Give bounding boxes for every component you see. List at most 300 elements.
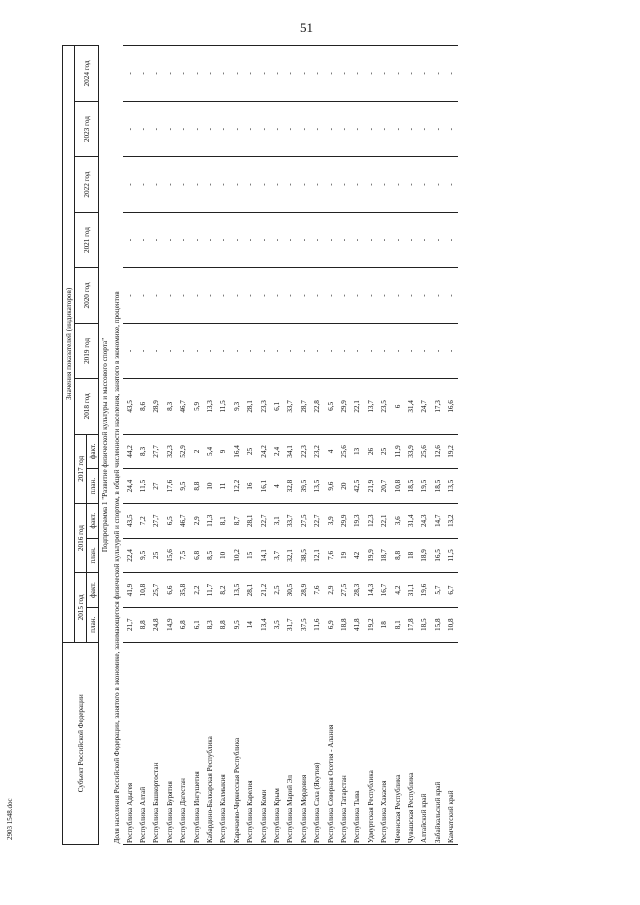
value-cell: 10,2 [230,538,243,573]
value-cell: 6,5 [163,503,176,538]
value-cell: - [444,157,457,212]
value-cell: - [284,323,297,378]
value-cell: 14,7 [431,503,444,538]
value-cell: - [418,46,431,102]
value-cell: 21,2 [257,573,270,608]
value-cell: - [391,157,404,212]
header-year-2022: 2022 год [75,157,99,212]
value-cell: 7,6 [324,538,337,573]
value-cell: - [244,212,257,267]
subprogram-row [99,46,112,845]
table-row [177,46,190,845]
value-cell: 11,5 [217,379,230,434]
value-cell: 3,9 [324,503,337,538]
value-cell: 15,8 [431,607,444,642]
value-cell: 13 [351,434,364,469]
table-row [324,46,337,845]
value-cell: 9,3 [230,379,243,434]
value-cell: 8,1 [391,607,404,642]
value-cell: 28,3 [351,573,364,608]
table-row [444,46,457,845]
value-cell: - [150,212,163,267]
value-cell: - [337,212,350,267]
header-fact: факт. [87,573,99,608]
value-cell: 25 [377,434,390,469]
value-cell: - [257,212,270,267]
value-cell: - [163,268,176,323]
value-cell: 23,2 [310,434,323,469]
value-cell: - [324,101,337,156]
value-cell: 14,1 [257,538,270,573]
value-cell: - [230,323,243,378]
value-cell: - [310,212,323,267]
subject-name-cell: Республика Дагестан [177,642,190,844]
value-cell: 12,6 [431,434,444,469]
value-cell: 3,5 [270,607,283,642]
value-cell: - [177,323,190,378]
value-cell: 21,7 [123,607,136,642]
value-cell: - [297,212,310,267]
value-cell: - [270,323,283,378]
value-cell: - [244,268,257,323]
header-subject: Субъект Российской Федерации [63,642,99,844]
value-cell: 31,7 [284,607,297,642]
value-cell: - [364,46,377,102]
value-cell: - [123,101,136,156]
value-cell: - [391,101,404,156]
value-cell: - [257,46,270,102]
value-cell: - [391,323,404,378]
value-cell: 37,5 [297,607,310,642]
value-cell: 9,5 [177,469,190,504]
indicator-row [111,46,123,845]
value-cell: 7,5 [177,538,190,573]
value-cell: 16 [244,469,257,504]
value-cell: - [190,46,203,102]
value-cell: - [351,268,364,323]
value-cell: - [324,323,337,378]
value-cell: - [217,268,230,323]
value-cell: - [284,157,297,212]
value-cell: 10 [217,538,230,573]
header-plan: план. [87,538,99,573]
value-cell: - [203,101,216,156]
value-cell: - [297,101,310,156]
header-year-2018: 2018 год [75,379,99,434]
value-cell: - [150,323,163,378]
value-cell: - [418,268,431,323]
value-cell: - [377,212,390,267]
value-cell: 23,5 [377,379,390,434]
value-cell: 39,5 [297,469,310,504]
value-cell: - [391,212,404,267]
value-cell: 31,4 [404,503,417,538]
value-cell: - [364,101,377,156]
value-cell: - [310,157,323,212]
value-cell: 11 [217,469,230,504]
value-cell: 33,9 [404,434,417,469]
header-year-2016: 2016 год [75,503,87,572]
header-fact: факт. [87,434,99,469]
value-cell: 12,3 [364,503,377,538]
value-cell: - [150,101,163,156]
value-cell: 11,9 [391,434,404,469]
value-cell: 27,5 [297,503,310,538]
value-cell: - [230,101,243,156]
header-year-2020: 2020 год [75,268,99,323]
value-cell: - [351,323,364,378]
value-cell: - [404,101,417,156]
value-cell: 32,1 [284,538,297,573]
value-cell: - [418,212,431,267]
value-cell: - [244,46,257,102]
value-cell: - [136,46,149,102]
value-cell: - [203,157,216,212]
value-cell: 6,1 [190,607,203,642]
value-cell: 2,9 [190,503,203,538]
value-cell: - [136,101,149,156]
table-row [351,46,364,845]
value-cell: 43,5 [123,379,136,434]
value-cell: - [203,323,216,378]
value-cell: 28,9 [297,573,310,608]
value-cell: 18,7 [377,538,390,573]
value-cell: - [190,268,203,323]
value-cell: 6,8 [190,538,203,573]
value-cell: 22,7 [257,503,270,538]
value-cell: 6,5 [324,379,337,434]
value-cell: - [337,268,350,323]
value-cell: - [418,101,431,156]
value-cell: 18 [377,607,390,642]
value-cell: - [163,46,176,102]
value-cell: 16,5 [431,538,444,573]
value-cell: 13,5 [310,469,323,504]
value-cell: 2,2 [190,573,203,608]
value-cell: 7,2 [136,503,149,538]
value-cell: - [310,323,323,378]
subject-name-cell: Чувашская Республика [404,642,417,844]
value-cell: 15,6 [163,538,176,573]
value-cell: - [284,212,297,267]
value-cell: - [190,101,203,156]
value-cell: 44,2 [123,434,136,469]
value-cell: 10,8 [444,607,457,642]
value-cell: - [177,46,190,102]
value-cell: 12,1 [310,538,323,573]
value-cell: - [444,323,457,378]
value-cell: 8,8 [391,538,404,573]
value-cell: - [364,268,377,323]
table-row [364,46,377,845]
value-cell: - [203,212,216,267]
value-cell: - [270,157,283,212]
subject-name-cell: Республика Татарстан [337,642,350,844]
value-cell: 4,2 [391,573,404,608]
value-cell: 38,5 [297,538,310,573]
value-cell: 3,1 [270,503,283,538]
value-cell: - [444,46,457,102]
value-cell: 31,1 [404,573,417,608]
table-row [418,46,431,845]
value-cell: 19,2 [444,434,457,469]
value-cell: 19,9 [364,538,377,573]
value-cell: - [324,157,337,212]
value-cell: 18,5 [404,469,417,504]
value-cell: - [163,323,176,378]
value-cell: 4 [270,469,283,504]
value-cell: - [217,323,230,378]
value-cell: 24,2 [257,434,270,469]
header-year-2023: 2023 год [75,101,99,156]
value-cell: 41,8 [351,607,364,642]
value-cell: - [391,268,404,323]
subprogram-caption: Подпрограмма 1 "Развитие физической культуры и массового спорта" [101,337,109,553]
value-cell: - [203,268,216,323]
value-cell: 17,8 [404,607,417,642]
value-cell: 11,6 [310,607,323,642]
value-cell: 42,5 [351,469,364,504]
subject-name-cell: Республика Хакасия [377,642,390,844]
value-cell: - [418,157,431,212]
value-cell: 2,5 [270,573,283,608]
subject-name-cell: Забайкальский край [431,642,444,844]
value-cell: - [270,268,283,323]
table-row [217,46,230,845]
value-cell: - [217,46,230,102]
value-cell: 24,8 [150,607,163,642]
value-cell: 28,7 [297,379,310,434]
value-cell: 30,5 [284,573,297,608]
value-cell: 5,7 [431,573,444,608]
header-year-2024: 2024 год [75,46,99,102]
value-cell: - [404,212,417,267]
value-cell: - [244,157,257,212]
value-cell: 25,6 [418,434,431,469]
header-year-2015: 2015 год [75,573,87,642]
value-cell: 8,6 [136,379,149,434]
value-cell: 34,1 [284,434,297,469]
value-cell: - [203,46,216,102]
value-cell: - [136,268,149,323]
subject-name-cell: Алтайский край [418,642,431,844]
value-cell: 28,1 [244,503,257,538]
table-row [297,46,310,845]
value-cell: - [364,212,377,267]
value-cell: - [136,157,149,212]
value-cell: 25 [244,434,257,469]
value-cell: 13,4 [257,607,270,642]
value-cell: 19,3 [351,503,364,538]
value-cell: 8,8 [190,469,203,504]
value-cell: - [377,157,390,212]
value-cell: - [150,157,163,212]
value-cell: - [163,212,176,267]
value-cell: - [123,157,136,212]
value-cell: 2 [190,434,203,469]
value-cell: - [310,46,323,102]
value-cell: 24,7 [418,379,431,434]
subject-name-cell: Удмуртская Республика [364,642,377,844]
indicators-table [62,45,458,845]
value-cell: 11,5 [136,469,149,504]
value-cell: 11,7 [203,573,216,608]
table-row [123,46,136,845]
value-cell: - [123,323,136,378]
value-cell: 5,9 [190,379,203,434]
value-cell: 20,7 [377,469,390,504]
value-cell: - [177,268,190,323]
subject-name-cell: Камчатский край [444,642,457,844]
subject-name-cell: Республика Алтай [136,642,149,844]
value-cell: 8,5 [203,538,216,573]
value-cell: - [324,212,337,267]
value-cell: 5,4 [203,434,216,469]
table-row [337,46,350,845]
value-cell: - [190,212,203,267]
value-cell: 8,2 [217,573,230,608]
value-cell: 28,1 [244,379,257,434]
page-number: 51 [300,20,313,35]
value-cell: - [150,268,163,323]
value-cell: 19,6 [418,573,431,608]
value-cell: - [431,101,444,156]
value-cell: 9,5 [136,538,149,573]
value-cell: - [444,101,457,156]
value-cell: 6,9 [324,607,337,642]
value-cell: 8,8 [136,607,149,642]
value-cell: - [351,157,364,212]
value-cell: 8,7 [230,503,243,538]
value-cell: - [217,212,230,267]
value-cell: - [163,157,176,212]
value-cell: - [123,268,136,323]
table-row [377,46,390,845]
value-cell: 43,5 [123,503,136,538]
value-cell: 12,2 [230,469,243,504]
value-cell: 24,3 [418,503,431,538]
value-cell: - [297,46,310,102]
value-cell: 35,8 [177,573,190,608]
value-cell: 25 [150,538,163,573]
value-cell: 8,8 [217,607,230,642]
value-cell: - [150,46,163,102]
value-cell: 29,9 [337,379,350,434]
value-cell: - [244,323,257,378]
value-cell: 8,3 [163,379,176,434]
value-cell: - [177,101,190,156]
value-cell: - [297,268,310,323]
table-row [431,46,444,845]
value-cell: 27 [150,469,163,504]
value-cell: 6,8 [177,607,190,642]
document-code: 2903 1548.doc [6,798,14,840]
value-cell: 4 [324,434,337,469]
value-cell: 27,7 [150,434,163,469]
header-plan: план. [87,469,99,504]
value-cell: - [123,46,136,102]
value-cell: - [284,268,297,323]
value-cell: - [404,157,417,212]
value-cell: - [404,46,417,102]
value-cell: 13,3 [203,379,216,434]
value-cell: - [310,268,323,323]
value-cell: 15 [244,538,257,573]
value-cell: 22,7 [310,503,323,538]
value-cell: - [391,46,404,102]
subject-name-cell: Республика Ингушетия [190,642,203,844]
value-cell: 22,8 [310,379,323,434]
header-values-group: Значения показателей (индикаторов) [63,46,75,643]
value-cell: 13,5 [230,573,243,608]
value-cell: - [351,101,364,156]
value-cell: 33,7 [284,379,297,434]
table-row [284,46,297,845]
value-cell: - [337,157,350,212]
header-plan: план. [87,607,99,642]
header-fact: факт. [87,503,99,538]
value-cell: - [310,101,323,156]
value-cell: 18,5 [418,607,431,642]
value-cell: - [418,323,431,378]
value-cell: - [230,212,243,267]
value-cell: - [230,46,243,102]
value-cell: 22,1 [351,379,364,434]
value-cell: - [364,323,377,378]
value-cell: 9 [217,434,230,469]
header-year-2017: 2017 год [75,434,87,503]
value-cell: - [230,268,243,323]
table-row [230,46,243,845]
value-cell: 8,3 [203,607,216,642]
table-row [163,46,176,845]
value-cell: 8,1 [217,503,230,538]
subject-name-cell: Республика Бурятия [163,642,176,844]
value-cell: 32,3 [163,434,176,469]
value-cell: - [136,212,149,267]
value-cell: 13,5 [444,469,457,504]
value-cell: 18 [404,538,417,573]
value-cell: 42 [351,538,364,573]
value-cell: - [404,323,417,378]
value-cell: 25,6 [337,434,350,469]
value-cell: - [190,323,203,378]
value-cell: 25,7 [150,573,163,608]
value-cell: - [257,323,270,378]
value-cell: - [123,212,136,267]
value-cell: 11,5 [444,538,457,573]
subject-name-cell: Республика Саха (Якутия) [310,642,323,844]
value-cell: 26 [364,434,377,469]
rotated-table-sheet [62,45,582,845]
value-cell: - [217,101,230,156]
table-row [404,46,417,845]
value-cell: - [431,323,444,378]
value-cell: - [257,268,270,323]
value-cell: 6,1 [270,379,283,434]
table-row [257,46,270,845]
value-cell: 27,7 [150,503,163,538]
value-cell: - [337,323,350,378]
value-cell: - [257,101,270,156]
value-cell: - [217,157,230,212]
subject-name-cell: Республика Тыва [351,642,364,844]
value-cell: - [364,157,377,212]
value-cell: 14,9 [163,607,176,642]
value-cell: - [297,323,310,378]
value-cell: - [431,268,444,323]
value-cell: - [244,101,257,156]
